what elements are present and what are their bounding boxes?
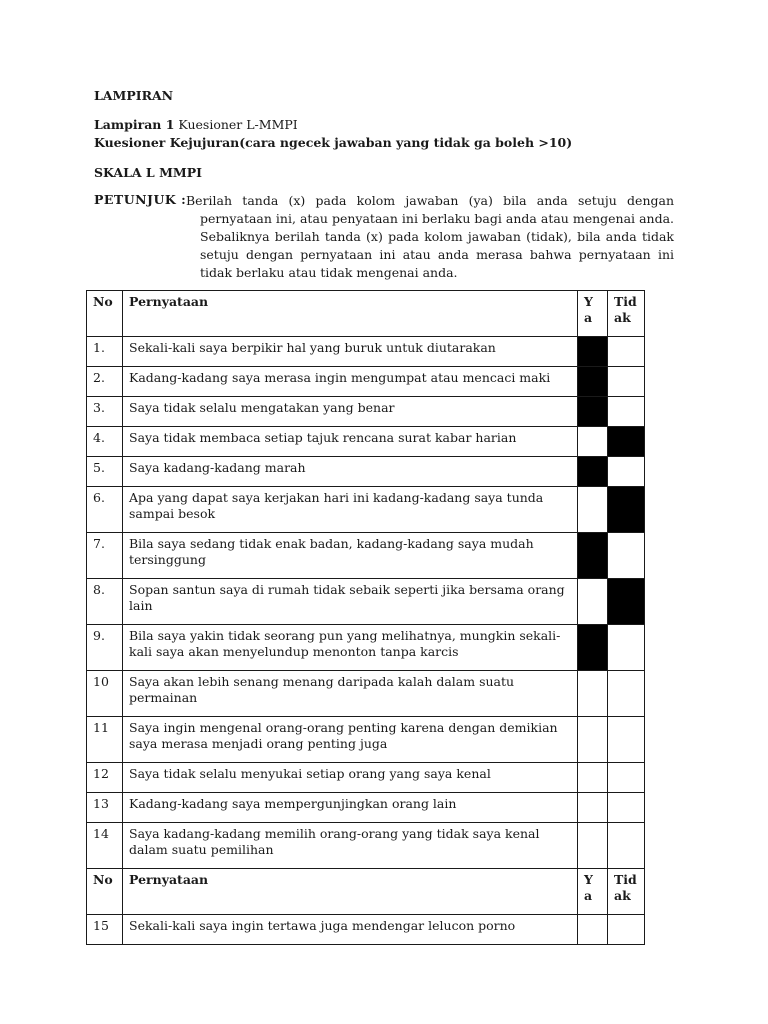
row-number: 14 (87, 823, 123, 869)
row-number: 13 (87, 793, 123, 823)
answer-ya-cell[interactable] (578, 457, 608, 487)
answer-tidak-cell[interactable] (608, 671, 645, 717)
table-row (87, 823, 645, 869)
table-header-row (87, 291, 645, 337)
header-no: No (87, 869, 123, 915)
table-row (87, 427, 645, 457)
row-statement: Saya tidak selalu mengatakan yang benar (123, 397, 578, 427)
answer-ya-cell[interactable] (578, 487, 608, 533)
row-statement: Apa yang dapat saya kerjakan hari ini kadang-kadang saya tunda sampai besok (123, 487, 578, 533)
answer-tidak-cell[interactable] (608, 823, 645, 869)
header-no: No (87, 291, 123, 337)
row-statement: Saya tidak membaca setiap tajuk rencana surat kabar harian (123, 427, 578, 457)
answer-tidak-cell[interactable] (608, 487, 645, 533)
answer-tidak-cell[interactable] (608, 717, 645, 763)
header-ya: Y a (578, 869, 608, 915)
appendix-title (94, 117, 298, 132)
answer-tidak-cell[interactable] (608, 915, 645, 945)
table-row (87, 487, 645, 533)
instructions-text: Berilah tanda (x) pada kolom jawaban (ya) bila anda setuju dengan pernyataan ini, atau penyataan ini berlaku bagi anda atau mengenai anda. Sebaliknya berilah tanda (x) pada kolom jawaban (tidak), bila anda tidak setuju dengan pernyataan ini atau anda merasa bahwa pernyataan ini tidak berlaku atau tidak mengenai anda. (186, 193, 674, 280)
header-statement: Pernyataan (123, 291, 578, 337)
page-heading: LAMPIRAN (94, 88, 174, 103)
header-statement: Pernyataan (123, 869, 578, 915)
table-row (87, 337, 645, 367)
answer-tidak-cell[interactable] (608, 793, 645, 823)
table-row (87, 457, 645, 487)
answer-tidak-cell[interactable] (608, 625, 645, 671)
table-row (87, 717, 645, 763)
answer-tidak-cell[interactable] (608, 397, 645, 427)
table-row (87, 533, 645, 579)
row-number: 15 (87, 915, 123, 945)
table-row (87, 367, 645, 397)
row-statement: Bila saya sedang tidak enak badan, kadang-kadang saya mudah tersinggung (123, 533, 578, 579)
row-statement: Saya tidak selalu menyukai setiap orang yang saya kenal (123, 763, 578, 793)
answer-tidak-cell[interactable] (608, 367, 645, 397)
answer-tidak-cell[interactable] (608, 337, 645, 367)
answer-ya-cell[interactable] (578, 671, 608, 717)
row-number: 6. (87, 487, 123, 533)
answer-ya-cell[interactable] (578, 717, 608, 763)
header-tidak: Tid ak (608, 869, 645, 915)
table-header-row (87, 869, 645, 915)
questionnaire-table (86, 290, 645, 945)
answer-tidak-cell[interactable] (608, 457, 645, 487)
answer-ya-cell[interactable] (578, 533, 608, 579)
row-number: 10 (87, 671, 123, 717)
answer-ya-cell[interactable] (578, 823, 608, 869)
row-statement: Kadang-kadang saya mempergunjingkan orang lain (123, 793, 578, 823)
answer-ya-cell[interactable] (578, 915, 608, 945)
table-row (87, 625, 645, 671)
answer-tidak-cell[interactable] (608, 579, 645, 625)
answer-ya-cell[interactable] (578, 763, 608, 793)
answer-ya-cell[interactable] (578, 579, 608, 625)
row-number: 1. (87, 337, 123, 367)
row-number: 4. (87, 427, 123, 457)
header-ya: Y a (578, 291, 608, 337)
appendix-label: Lampiran 1 (94, 117, 175, 132)
row-number: 11 (87, 717, 123, 763)
row-number: 5. (87, 457, 123, 487)
questionnaire-title: Kuesioner Kejujuran(cara ngecek jawaban yang tidak ga boleh >10) (94, 135, 573, 150)
table-row (87, 579, 645, 625)
table-row (87, 671, 645, 717)
scale-title: SKALA L MMPI (94, 165, 202, 180)
row-statement: Sopan santun saya di rumah tidak sebaik seperti jika bersama orang lain (123, 579, 578, 625)
row-number: 8. (87, 579, 123, 625)
row-statement: Saya ingin mengenal orang-orang penting karena dengan demikian saya merasa menjadi orang penting juga (123, 717, 578, 763)
row-statement: Saya kadang-kadang memilih orang-orang yang tidak saya kenal dalam suatu pemilihan (123, 823, 578, 869)
answer-ya-cell[interactable] (578, 397, 608, 427)
row-statement: Sekali-kali saya berpikir hal yang buruk untuk diutarakan (123, 337, 578, 367)
answer-ya-cell[interactable] (578, 337, 608, 367)
row-statement: Sekali-kali saya ingin tertawa juga mendengar lelucon porno (123, 915, 578, 945)
answer-ya-cell[interactable] (578, 427, 608, 457)
instructions-label: PETUNJUK : (94, 192, 187, 207)
row-number: 7. (87, 533, 123, 579)
row-statement: Saya kadang-kadang marah (123, 457, 578, 487)
answer-ya-cell[interactable] (578, 367, 608, 397)
table-row (87, 397, 645, 427)
answer-tidak-cell[interactable] (608, 763, 645, 793)
row-number: 3. (87, 397, 123, 427)
answer-tidak-cell[interactable] (608, 533, 645, 579)
answer-ya-cell[interactable] (578, 793, 608, 823)
row-statement: Bila saya yakin tidak seorang pun yang melihatnya, mungkin sekali-kali saya akan menyelundup menonton tanpa karcis (123, 625, 578, 671)
row-statement: Saya akan lebih senang menang daripada kalah dalam suatu permainan (123, 671, 578, 717)
header-tidak: Tid ak (608, 291, 645, 337)
answer-tidak-cell[interactable] (608, 427, 645, 457)
row-number: 12 (87, 763, 123, 793)
appendix-subtitle: Kuesioner L-MMPI (174, 117, 298, 132)
answer-ya-cell[interactable] (578, 625, 608, 671)
table-row (87, 915, 645, 945)
table-row (87, 793, 645, 823)
row-number: 2. (87, 367, 123, 397)
row-number: 9. (87, 625, 123, 671)
row-statement: Kadang-kadang saya merasa ingin mengumpat atau mencaci maki (123, 367, 578, 397)
table-row (87, 763, 645, 793)
